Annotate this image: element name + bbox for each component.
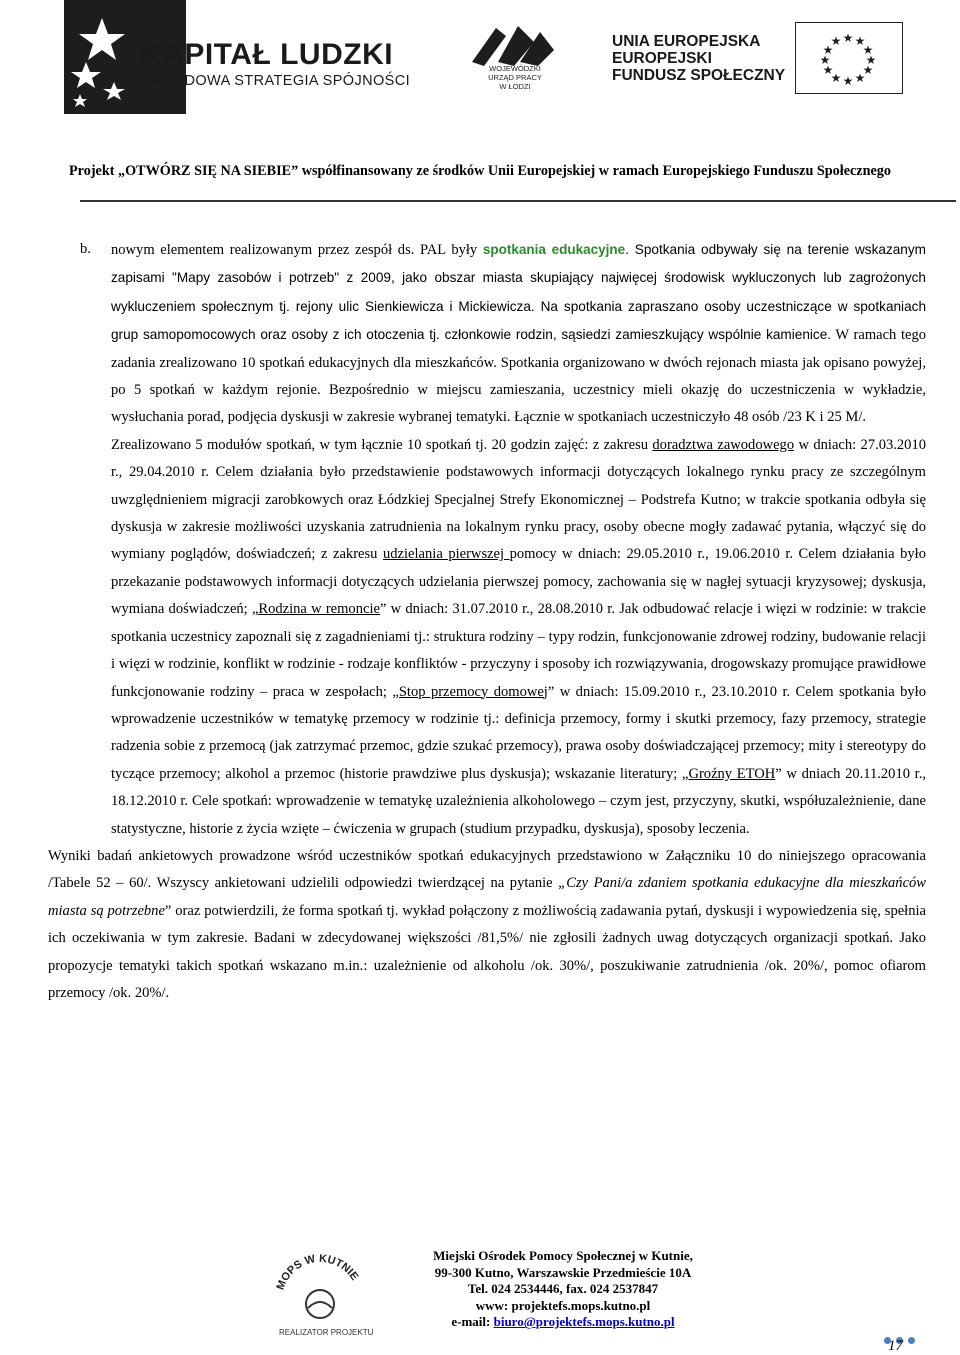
svg-text:★: ★ [830, 34, 842, 48]
mops-logo-text: MOPS W KUTNIE [274, 1252, 361, 1292]
p2-text-e: pomocy w dniach: 29.05.2010 r., 19.06.2010 r. Celem działania było przekazanie podstawowych informacji dotyczących udzielania pierwszej pomocy, zachowania się w nagłej sytuacji kryzysowej; dyskusja, wymiana doświadczeń; [111, 546, 926, 618]
paragraph-2 [111, 432, 926, 843]
p3-text-c: ” oraz potwierdzili, że forma spotkań tj. wykład połączony z możliwością zadawania pytań, dyskusji i wypowiedzenia się, spełnia ich oczekiwania w tym zakresie. Badani w zdecydowanej większości /81,5%/ nie zgłosili żadnych uwag dotyczących organizacji spotkań. Jako propozycje tematyki takich spotkań wskazano m.in.: uzależnienie od alkoholu /ok. 30%/, poszukiwanie zatrudnienia /ok. 20%/, pomoc ofiarom przemocy /ok. 20%/. [48, 902, 926, 1001]
svg-text:★: ★ [865, 53, 877, 67]
p2-text-g: ” w dniach: 31.07.2010 r., 28.08.2010 r. Jak odbudować relacje i więzi w rodzinie: w trakcie spotkania uczestnicy zapoznali się z zagadnieniami tj.: struktura rodziny – typy rodzin, funkcjonowanie zdrowej rodziny, budowanie relacji i więzi w rodzinie, konflikt w rodzinie - rodzaje konfliktów - przyczyny i sposoby ich rozwiązywania, drogowskazy promujące prawidłowe funkcjonowanie rodziny – praca w zespołach; [111, 601, 926, 700]
svg-text:★: ★ [842, 31, 854, 45]
svg-text:★: ★ [819, 53, 831, 67]
wup-arrows-icon [462, 22, 556, 66]
wup-line-2: URZĄD PRACY [488, 73, 542, 82]
footer-email-link[interactable]: biuro@projektefs.mops.kutno.pl [493, 1314, 675, 1330]
svg-text:★: ★ [854, 34, 866, 48]
eu-line-1: UNIA EUROPEJSKA [612, 33, 761, 50]
footer-org-name: Miejski Ośrodek Pomocy Społecznej w Kutnie, [433, 1248, 693, 1263]
svg-text:★: ★ [822, 43, 834, 57]
svg-text:★: ★ [854, 71, 866, 85]
footer-phone: Tel. 024 2534446, fax. 024 2537847 [467, 1281, 659, 1297]
p1-highlight: spotkania edukacyjne [482, 242, 626, 257]
item-b [48, 236, 926, 843]
p2-topic-violence: „Stop przemocy domowej [392, 683, 548, 700]
svg-text:★: ★ [830, 71, 842, 85]
paragraph-3 [48, 843, 926, 1007]
p2-topic-career: doradztwa zawodowego [652, 436, 795, 453]
item-label: b. [80, 241, 91, 257]
wup-line-3: W ŁODZI [499, 82, 531, 91]
p1-text-c: . Spotkania odbywały się na terenie wskazanym zapisami "Mapy zasobów i potrzeb" z 2009, jako obszar miasta skupiający najwięcej środowisk wykluczonych lub zagrożonych wykluczeniem społecznym tj. rejony ulic Sienkiewicza i Mickiewicza. Na spotkania zapraszano osoby uczestniczące w spotkaniach grup samopomocowych oraz osoby z ich otoczenia tj. członkowie rodzin, sąsiedzi zamieszkujący wspólnie kamienice. [111, 242, 926, 343]
svg-text:★: ★ [842, 74, 854, 88]
p1-text-d: W ramach tego zadania zrealizowano 10 spotkań edukacyjnych dla mieszkańców. Spotkania organizowano w dwóch rejonach miasta jak opisano powyżej, po 5 spotkań w każdym rejonie. Bezpośrednio w miejscu zamieszania, uczestnicy mieli okazję do uczestniczenia w wykładzie, wysłuchania porad, podjęcia dyskusji w zakresie wybranej tematyki. Łącznie w spotkaniach uczestniczyło 48 osób /23 K i 25 M/. [111, 327, 926, 426]
kapital-ludzki-subtitle: NARODOWA STRATEGIA SPÓJNOŚCI [141, 73, 411, 89]
document-body [48, 236, 926, 1007]
eu-line-3: FUNDUSZ SPOŁECZNY [612, 67, 786, 84]
footer-address: 99-300 Kutno, Warszawskie Przedmieście 10A [434, 1264, 692, 1280]
mops-hands-icon [268, 1248, 372, 1328]
page-number: 17 [888, 1338, 903, 1354]
p2-topic-first-aid: udzielania pierwszej [383, 546, 510, 563]
mops-logo [268, 1248, 372, 1338]
p2-topic-family: „Rodzina w remoncie [251, 601, 380, 618]
p2-text-c: w dniach: 27.03.2010 r., 29.04.2010 r. Celem działania było przedstawienie podstawowych informacji dotyczących lokalnego rynku pracy ze szczególnym uwzględnieniem migracji zarobkowych oraz Łódzkiej Specjalnej Strefy Ekonomicznej – Podstrefa Kutno; w trakcie spotkania odbyła się dyskusja w zakresie możliwości uzyskania zatrudnienia na lokalnym rynku pracy, osoby obecne mogły zadawać pytania, włączyć się do wymiany poglądów, doświadczeń; z zakresu [111, 436, 927, 563]
mops-caption: REALIZATOR PROJEKTU [279, 1328, 374, 1337]
eu-text [612, 33, 785, 84]
p2-text-a: Zrealizowano 5 modułów spotkań, w tym łącznie 10 spotkań tj. 20 godzin zajęć: z zakresu [111, 436, 653, 453]
eu-flag-icon [795, 22, 903, 94]
wup-text [470, 64, 560, 91]
wup-line-1: WOJEWÓDZKI [489, 64, 541, 73]
p3-text-a: Wyniki badań ankietowych prowadzone wśród uczestników spotkań edukacyjnych przedstawiono w Załączniku 10 do niniejszego opracowania /Tabele 52 – 60/. Wszyscy ankietowani udzielili odpowiedzi twierdzącej na pytanie [48, 847, 926, 892]
p2-text-i: ” w dniach: 15.09.2010 r., 23.10.2010 r. Celem spotkania było wprowadzenie uczestników w tematykę przemocy w rodzinie tj.: definicja przemocy, formy i skutki przemocy, fazy przemocy, strategie radzenia sobie z przemocą (jak zatrzymać przemoc, gdzie szukać przemocy), prawa osoby doświadczającej przemocy; mity i stereotypy do tyczące przemocy; alkohol a przemoc (historie prawdziwe plus dyskusja); wskazanie literatury; [111, 683, 926, 782]
svg-text:★: ★ [822, 63, 834, 77]
p2-text-k: ” w dniach 20.11.2010 r., 18.12.2010 r. Cele spotkań: wprowadzenie w tematykę uzależnienia alkoholowego – czym jest, przyczyny, skutki, współuzależnienie, dane statystyczne, historie z życia wzięte – ćwiczenia w grupach (studium przypadku, dyskusja), sposoby leczenia. [111, 765, 926, 837]
svg-text:★: ★ [862, 63, 874, 77]
kapital-ludzki-title: KAPITAŁ LUDZKI [140, 38, 394, 71]
footer-contact [388, 1248, 738, 1331]
paragraph-1 [111, 236, 926, 432]
svg-text:MOPS W KUTNIE [275, 1253, 361, 1292]
footer-website: www: projektefs.mops.kutno.pl [475, 1297, 651, 1313]
p2-topic-etoh: „Groźny ETOH [681, 765, 776, 782]
svg-text:★: ★ [862, 43, 874, 57]
p3-question: „Czy Pani/a zdaniem spotkania edukacyjne dla mieszkańców miasta są potrzebne [48, 875, 927, 919]
project-funding-line: Projekt „OTWÓRZ SIĘ NA SIEBIE” współfinansowany ze środków Unii Europejskiej w ramach Europejskiego Funduszu Społecznego [69, 163, 891, 179]
footer-email-label: e-mail: [451, 1314, 494, 1330]
header-divider [80, 200, 956, 202]
eu-line-2: EUROPEJSKI [612, 50, 712, 67]
footer-email-line [388, 1314, 738, 1331]
p1-text-a: nowym elementem realizowanym przez zespół ds. PAL były [111, 242, 483, 258]
